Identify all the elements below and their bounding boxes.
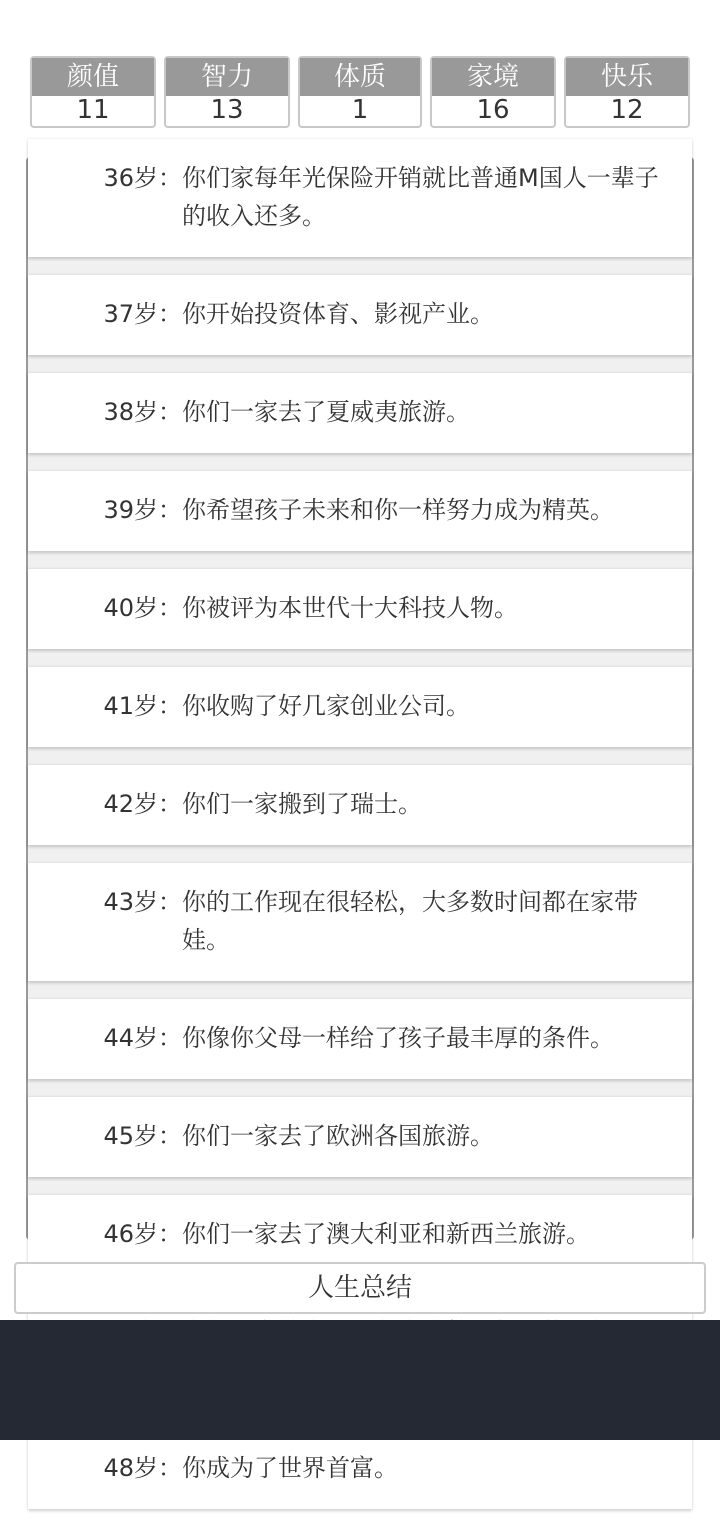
- event-text: 你们一家去了澳大利亚和新西兰旅游。: [182, 1220, 590, 1248]
- stat-value: 16: [476, 95, 510, 125]
- event-text: 你们一家搬到了瑞士。: [182, 790, 422, 818]
- stat-label: 体质: [300, 58, 420, 96]
- list-item: [28, 471, 692, 551]
- list-item: [28, 569, 692, 649]
- list-item: [28, 765, 692, 845]
- event-text: 你们一家去了欧洲各国旅游。: [182, 1122, 494, 1150]
- list-item: [28, 139, 692, 257]
- stat-label: 颜值: [32, 58, 154, 96]
- stat-family: [430, 56, 556, 128]
- event-age: 39岁：: [103, 496, 182, 524]
- bottom-bar: [0, 1320, 720, 1440]
- stat-appearance: [30, 56, 156, 128]
- event-text: 你开始投资体育、影视产业。: [182, 300, 494, 328]
- stat-value: 13: [210, 95, 244, 125]
- event-age: 48岁：: [103, 1454, 182, 1482]
- event-age: 36岁：: [103, 164, 182, 192]
- event-text: 你被评为本世代十大科技人物。: [182, 594, 518, 622]
- event-text: 你收购了好几家创业公司。: [182, 692, 470, 720]
- list-item: [28, 667, 692, 747]
- event-text: 你像你父母一样给了孩子最丰厚的条件。: [182, 1024, 614, 1052]
- stat-value: 12: [610, 95, 644, 125]
- stat-label: 智力: [166, 58, 288, 96]
- event-text: 你们一家去了夏威夷旅游。: [182, 398, 470, 426]
- list-item: [28, 275, 692, 355]
- event-age: 45岁：: [103, 1122, 182, 1150]
- event-age: 41岁：: [103, 692, 182, 720]
- stat-intelligence: [164, 56, 290, 128]
- event-text: 你们家每年光保险开销就比普通M国人一辈子的收入还多。: [182, 164, 659, 230]
- stat-value: 11: [76, 95, 110, 125]
- list-item: [28, 863, 692, 981]
- list-item: [28, 1097, 692, 1177]
- event-age: 42岁：: [103, 790, 182, 818]
- life-event-list-content: [28, 139, 692, 1527]
- event-age: 38岁：: [103, 398, 182, 426]
- event-text: 你希望孩子未来和你一样努力成为精英。: [182, 496, 614, 524]
- event-age: 43岁：: [103, 888, 182, 916]
- stat-label: 家境: [432, 58, 554, 96]
- life-summary-button[interactable]: 人生总结: [14, 1262, 706, 1314]
- event-age: 44岁：: [103, 1024, 182, 1052]
- event-text: 你成为了世界首富。: [182, 1454, 398, 1482]
- stat-happiness: [564, 56, 690, 128]
- stat-label: 快乐: [566, 58, 688, 96]
- event-age: 40岁：: [103, 594, 182, 622]
- stat-constitution: [298, 56, 422, 128]
- event-age: 46岁：: [103, 1220, 182, 1248]
- list-item: [28, 1429, 692, 1509]
- event-text: 你的工作现在很轻松，大多数时间都在家带娃。: [182, 888, 638, 954]
- list-item: [28, 999, 692, 1079]
- attribute-panel: [30, 56, 690, 128]
- event-age: 37岁：: [103, 300, 182, 328]
- list-item: [28, 373, 692, 453]
- stat-value: 1: [351, 95, 369, 125]
